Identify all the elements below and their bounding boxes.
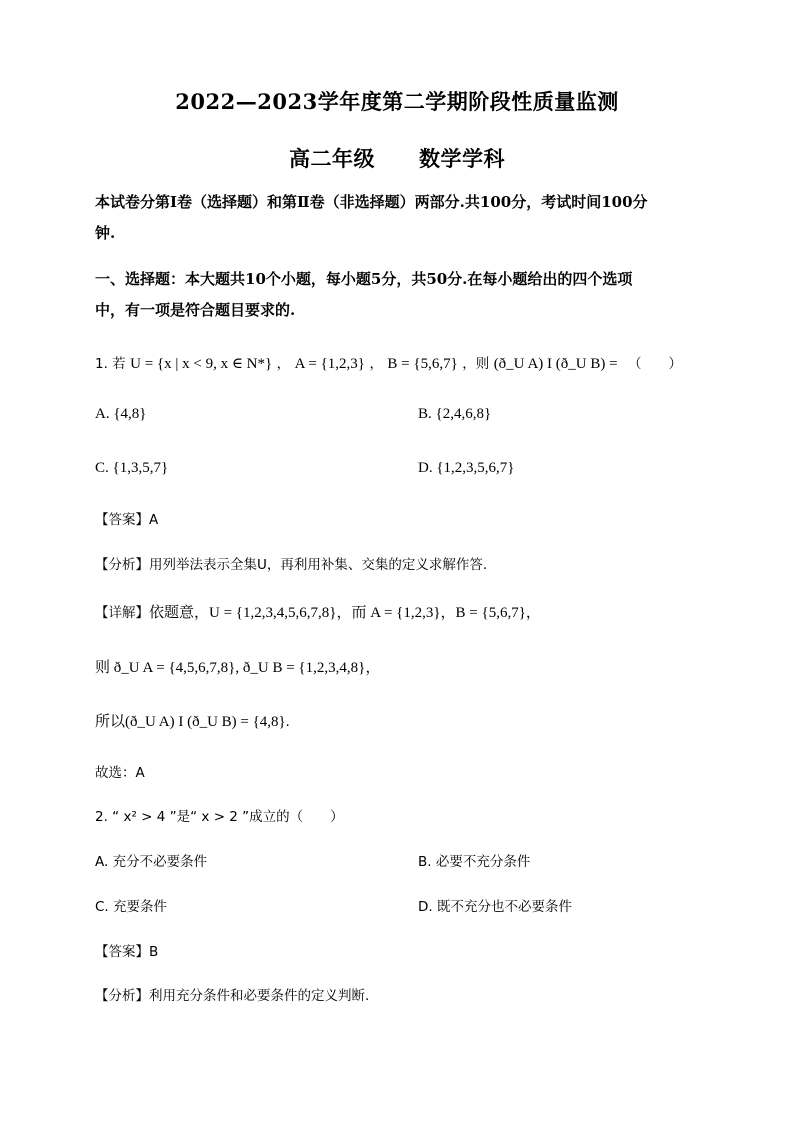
q1-set-b: B = {5,6,7} [387, 356, 458, 372]
intro-line-2: 钟. [95, 224, 116, 242]
q1-set-a: A = {1,2,3} [294, 356, 365, 372]
q2-option-c: C. 充要条件 [95, 899, 168, 915]
exam-subtitle [0, 143, 794, 173]
analysis-text: 利用充分条件和必要条件的定义判断. [149, 988, 370, 1004]
q1-blank: （ ） [628, 356, 683, 372]
q2-answer [95, 942, 158, 962]
detail-text-1: 依题意，U = {1,2,3,4,5,6,7,8}，而 A = {1,2,3}，B = {5,6,7}， [149, 605, 541, 621]
q1-expression: (ð_U A) I (ð_U B) = [493, 356, 618, 372]
answer-tag: 【答案】 [95, 944, 149, 960]
q1-analysis [95, 555, 487, 575]
q1-option-b: B. {2,4,6,8} [418, 406, 492, 422]
q1-answer [95, 510, 158, 530]
section-heading-line-2: 中，有一项是符合题目要求的. [95, 301, 296, 319]
analysis-text: 用列举法表示全集U，再利用补集、交集的定义求解作答. [149, 557, 488, 573]
q2-stem: 2. “ x² > 4 ”是“ x > 2 ”成立的（ ） [95, 809, 344, 825]
q1-option-d: D. {1,2,3,5,6,7} [418, 460, 515, 476]
grade-label: 高二年级 [289, 146, 375, 171]
subject-label: 数学学科 [419, 146, 505, 171]
q1-option-c: C. {1,3,5,7} [95, 460, 169, 476]
q1-set-u: U = {x | x < 9, x ∈ N*} [130, 356, 273, 372]
q1-detail-line-1 [95, 603, 541, 623]
intro-line-1: 本试卷分第Ⅰ卷（选择题）和第Ⅱ卷（非选择题）两部分.共100分，考试时间100分 [95, 193, 648, 211]
q1-sep-2: ， [369, 356, 383, 372]
q1-prefix: 1. 若 [95, 356, 126, 372]
detail-tag: 【详解】 [95, 605, 149, 621]
q1-detail-line-2: 则 ð_U A = {4,5,6,7,8}, ð_U B = {1,2,3,4,8}， [95, 660, 381, 676]
analysis-tag: 【分析】 [95, 988, 149, 1004]
q2-option-b: B. 必要不充分条件 [418, 854, 531, 870]
q1-stem [95, 354, 682, 374]
answer-value: B [149, 944, 159, 960]
q2-analysis [95, 986, 369, 1006]
q1-sep-1: ， [276, 356, 291, 372]
answer-value: A [149, 512, 159, 528]
analysis-tag: 【分析】 [95, 557, 149, 573]
section-heading-line-1: 一、选择题：本大题共10个小题，每小题5分，共50分.在每小题给出的四个选项 [95, 270, 633, 288]
q1-then: ，则 [462, 356, 490, 372]
q1-option-a: A. {4,8} [95, 406, 147, 422]
q1-detail-line-3: 所以(ð_U A) I (ð_U B) = {4,8}. [95, 714, 290, 730]
exam-title: 2022—2023学年度第二学期阶段性质量监测 [175, 89, 619, 114]
q1-choose: 故选：A [95, 765, 145, 781]
q2-option-d: D. 既不充分也不必要条件 [418, 899, 572, 915]
q2-option-a: A. 充分不必要条件 [95, 854, 208, 870]
answer-tag: 【答案】 [95, 512, 149, 528]
